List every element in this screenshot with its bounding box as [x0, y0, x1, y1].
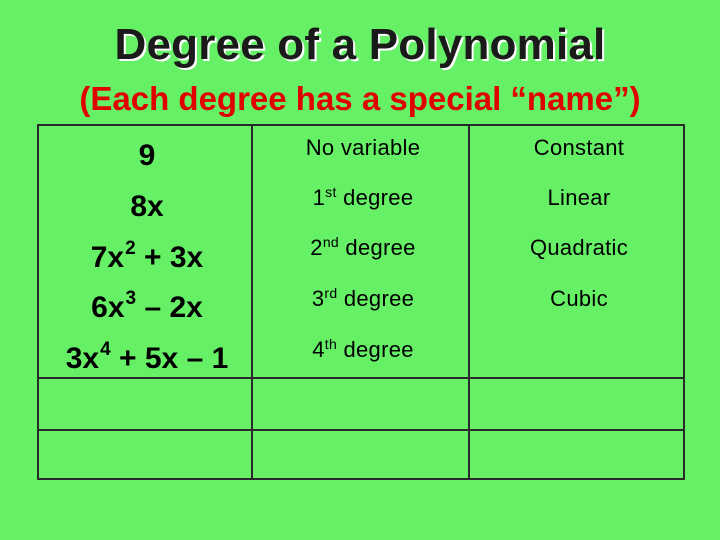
degree-cell: 2nd degree — [310, 234, 416, 260]
expression-cell: 9 — [138, 139, 156, 172]
superscript: th — [324, 336, 338, 352]
degree-table — [37, 124, 685, 480]
superscript: st — [325, 184, 337, 200]
superscript: rd — [324, 285, 338, 301]
degree-cell: 4th degree — [312, 336, 414, 362]
expression-cell: $6x^3 - 2x$ — [91, 288, 203, 324]
expression-cell: 8x — [130, 190, 164, 223]
superscript: nd — [322, 234, 339, 250]
superscript: 2 — [125, 238, 136, 259]
degree-cell: 1st degree — [312, 184, 414, 210]
superscript: 3 — [125, 288, 137, 309]
degree-cell: No variable — [305, 135, 421, 160]
row-divider — [39, 429, 683, 431]
superscript: 4 — [100, 339, 111, 360]
degree-cell: 3rd degree — [311, 285, 415, 311]
name-cell: Linear — [547, 185, 611, 210]
name-cell: Cubic — [550, 286, 608, 311]
name-cell: Quadratic — [529, 235, 629, 260]
name-cell: Constant — [533, 135, 625, 160]
expression-cell: $3x^4 + 5x - 1$ — [65, 339, 229, 375]
page-subtitle: (Each degree has a special “name”) — [79, 80, 641, 117]
expression-cell: $7x^2 + 3x$ — [90, 238, 204, 274]
page-title: Degree of a Polynomial — [114, 20, 606, 69]
